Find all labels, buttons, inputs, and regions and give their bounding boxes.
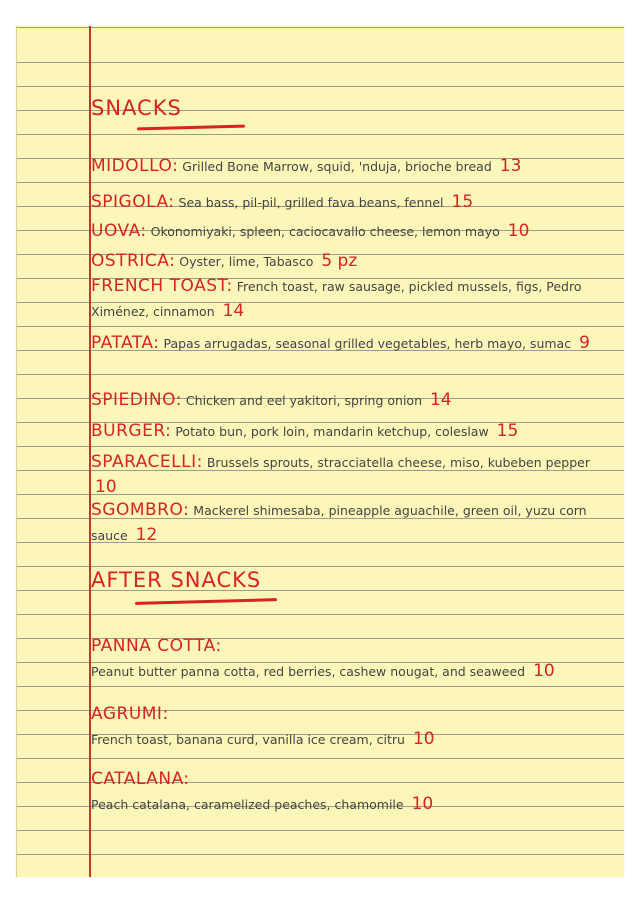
menu-item-uova	[91, 219, 616, 244]
menu-item-panna-cotta	[91, 634, 616, 684]
item-price: 10	[507, 221, 530, 241]
item-desc: Mackerel shimesaba, pineapple aguachile, green oil, yuzu corn sauce	[91, 503, 587, 543]
notebook-page	[16, 26, 624, 877]
item-desc: Okonomiyaki, spleen, caciocavallo cheese, lemon mayo	[150, 224, 500, 239]
item-name: SPIEDINO:	[91, 390, 182, 410]
section-heading-after-snacks: AFTER SNACKS	[91, 568, 262, 592]
heading-underline-after-snacks	[135, 598, 277, 605]
item-desc: Potato bun, pork loin, mandarin ketchup, coleslaw	[175, 424, 489, 439]
item-desc: Brussels sprouts, stracciatella cheese, miso, kubeben pepper	[206, 455, 590, 470]
item-desc: Oyster, lime, Tabasco	[179, 254, 314, 269]
item-name: SGOMBRO:	[91, 500, 190, 520]
item-desc: Sea bass, pil-pil, grilled fava beans, fennel	[178, 195, 444, 210]
item-desc: Grilled Bone Marrow, squid, 'nduja, brioche bread	[182, 159, 492, 174]
item-price: 15	[496, 421, 519, 441]
menu-item-sparacelli	[91, 450, 616, 500]
item-desc: Peanut butter panna cotta, red berries, cashew nougat, and seaweed	[91, 664, 526, 679]
item-price: 10	[95, 477, 117, 497]
item-desc: Chicken and eel yakitori, spring onion	[185, 393, 422, 408]
item-name: AGRUMI:	[91, 704, 169, 724]
item-price: 14	[222, 301, 245, 321]
menu-item-ostrica	[91, 249, 616, 274]
item-name: BURGER:	[91, 421, 172, 441]
item-name: PATATA:	[91, 333, 160, 353]
item-name: FRENCH TOAST:	[91, 276, 233, 296]
item-price: 15	[451, 192, 474, 212]
menu-item-spiedino	[91, 388, 616, 413]
menu-item-sgombro	[91, 498, 616, 548]
item-price: 12	[135, 525, 158, 545]
menu-content	[17, 26, 624, 877]
menu-item-spigola	[91, 190, 616, 215]
heading-underline-snacks	[137, 125, 245, 131]
menu-item-agrumi	[91, 702, 616, 752]
menu-item-catalana	[91, 767, 616, 817]
item-name: OSTRICA:	[91, 251, 176, 271]
menu-item-burger	[91, 419, 616, 444]
item-name: CATALANA:	[91, 769, 190, 789]
item-price: 5 pz	[321, 251, 358, 271]
menu-item-patata	[91, 331, 616, 356]
item-price: 10	[412, 729, 435, 749]
item-price: 10	[411, 794, 434, 814]
item-price: 14	[429, 390, 452, 410]
item-name: SPARACELLI:	[91, 452, 203, 472]
item-desc: Peach catalana, caramelized peaches, chamomile	[91, 797, 404, 812]
item-name: PANNA COTTA:	[91, 636, 222, 656]
item-desc: French toast, raw sausage, pickled mussels, figs, Pedro Ximénez, cinnamon	[91, 279, 582, 319]
item-name: UOVA:	[91, 221, 147, 241]
item-price: 9	[579, 333, 590, 353]
item-name: SPIGOLA:	[91, 192, 175, 212]
section-heading-snacks: SNACKS	[91, 96, 182, 120]
menu-item-midollo	[91, 154, 616, 179]
item-name: MIDOLLO:	[91, 156, 179, 176]
item-price: 10	[533, 661, 555, 681]
item-desc: Papas arrugadas, seasonal grilled vegetables, herb mayo, sumac	[163, 336, 572, 351]
item-price: 13	[499, 156, 522, 176]
menu-item-french-toast	[91, 274, 616, 324]
item-desc: French toast, banana curd, vanilla ice cream, citru	[91, 732, 405, 747]
